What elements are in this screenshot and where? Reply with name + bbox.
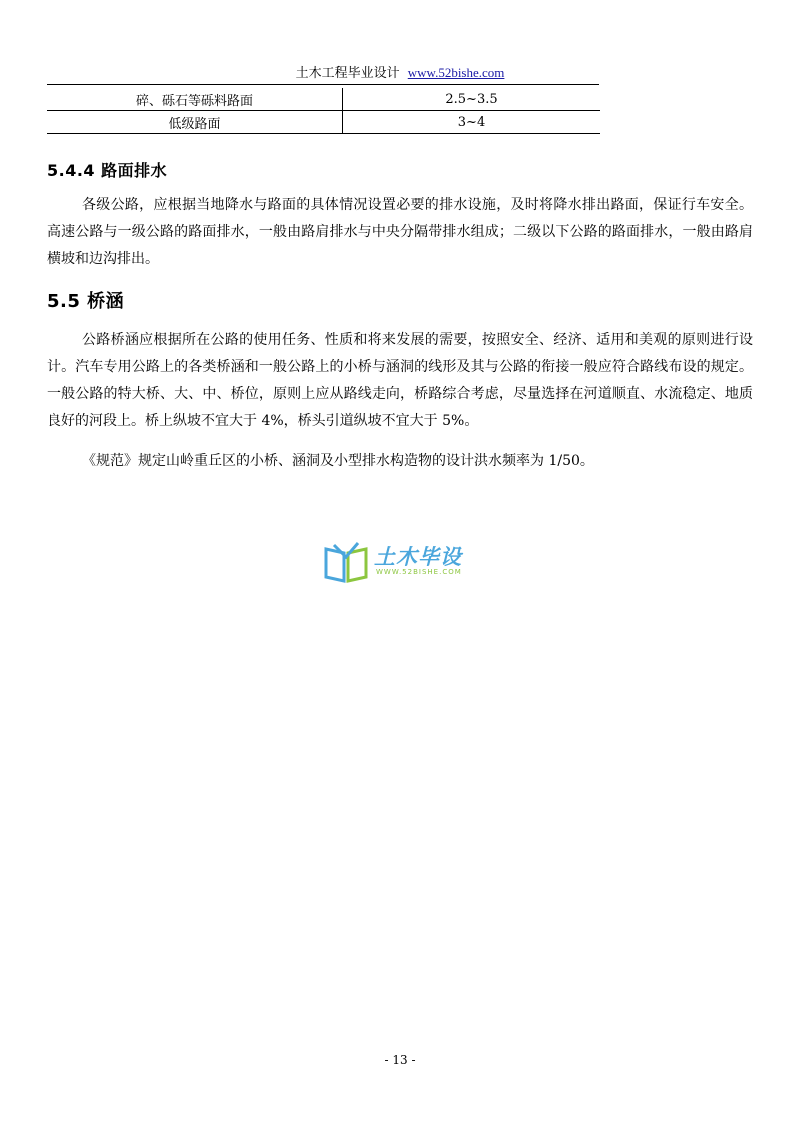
paragraph-specification: 《规范》规定山岭重丘区的小桥、涵洞及小型排水构造物的设计洪水频率为 1/50。 — [82, 453, 594, 469]
table-row — [47, 111, 600, 134]
page-number: - 13 - — [384, 1053, 416, 1067]
table-row — [47, 88, 600, 111]
table-cell-value: 3~4 — [343, 111, 601, 134]
section-heading-55: 5.5 桥涵 — [47, 291, 125, 312]
table-cell-surface: 碎、砾石等砾料路面 — [47, 88, 343, 111]
header-url-link[interactable]: www.52bishe.com — [407, 65, 505, 80]
table-cell-surface: 低级路面 — [47, 111, 343, 134]
header-divider — [47, 84, 599, 85]
table-cell-value: 2.5~3.5 — [343, 88, 601, 111]
paragraph-bridges: 公路桥涵应根据所在公路的使用任务、性质和将来发展的需要，按照安全、经济、适用和美观的原则进行设计。汽车专用公路上的各类桥涵和一般公路上的小桥与涵洞的线形及其与公路的衔接一般应符合路线布设的规定。一般公路的特大桥、大、中、桥位，原则上应从路线走向，桥路综合考虑，尽量选择在河道顺直、水流稳定、地质良好的河段上。桥上纵坡不宜大于 4%，桥头引道纵坡不宜大于 5%。 — [47, 332, 753, 429]
page-header — [0, 64, 800, 83]
watermark-name: 土木毕设 — [374, 545, 462, 569]
watermark-logo — [322, 541, 482, 583]
book-logo-icon — [322, 541, 370, 583]
header-title: 土木工程毕业设计 — [295, 66, 400, 81]
paragraph-drainage: 各级公路，应根据当地降水与路面的具体情况设置必要的排水设施，及时将降水排出路面，保证行车安全。高速公路与一级公路的路面排水，一般由路肩排水与中央分隔带排水组成；二级以下公路的路面排水，一般由路肩横坡和边沟排出。 — [47, 197, 753, 267]
watermark-url: WWW.52BISHE.COM — [376, 568, 462, 576]
section-heading-544: 5.4.4 路面排水 — [47, 161, 168, 180]
surface-table — [47, 88, 600, 134]
